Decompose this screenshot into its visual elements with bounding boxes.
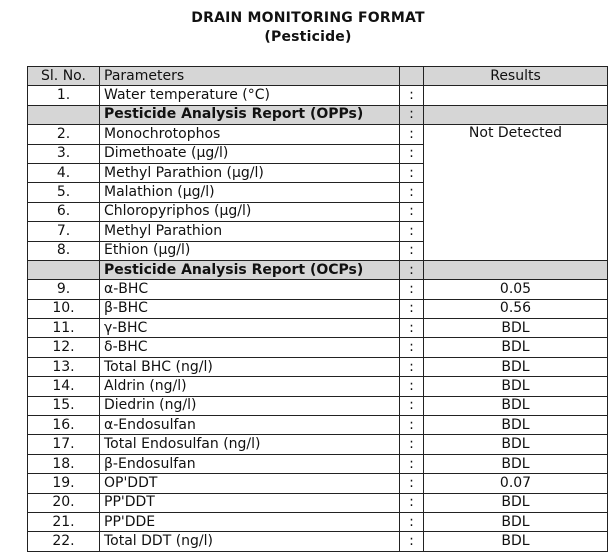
row-parameter: PP'DDE — [100, 512, 400, 531]
row-colon: : — [400, 299, 424, 318]
row-sl-no: 16. — [28, 416, 100, 435]
row-sl-no: 12. — [28, 338, 100, 357]
row-colon: : — [400, 202, 424, 221]
row-sl-no: 9. — [28, 280, 100, 299]
table-row — [28, 377, 608, 396]
row-sl-no: 20. — [28, 493, 100, 512]
row-colon: : — [400, 125, 424, 144]
row-sl-no: 3. — [28, 144, 100, 163]
row-colon: : — [400, 435, 424, 454]
section-result-blank — [424, 105, 608, 124]
row-colon: : — [400, 532, 424, 551]
row-result: 0.07 — [424, 474, 608, 493]
row-sl-no: 4. — [28, 163, 100, 182]
row-result: 0.56 — [424, 299, 608, 318]
row-result: 0.05 — [424, 280, 608, 299]
row-parameter: β-BHC — [100, 299, 400, 318]
table-row — [28, 512, 608, 531]
row-sl-no: 19. — [28, 474, 100, 493]
row-colon: : — [400, 163, 424, 182]
row-parameter: β-Endosulfan — [100, 454, 400, 473]
row-parameter: δ-BHC — [100, 338, 400, 357]
row-result: BDL — [424, 396, 608, 415]
row-result: BDL — [424, 416, 608, 435]
row-parameter: Water temperature (°C) — [100, 86, 400, 105]
row-parameter: Total DDT (ng/l) — [100, 532, 400, 551]
row-parameter: PP'DDT — [100, 493, 400, 512]
table-row — [28, 357, 608, 376]
row-sl-no: 2. — [28, 125, 100, 144]
row-result: BDL — [424, 377, 608, 396]
row-result: BDL — [424, 357, 608, 376]
table-row — [28, 474, 608, 493]
table-row — [28, 396, 608, 415]
table-row — [28, 338, 608, 357]
section-title-ocps: Pesticide Analysis Report (OCPs) — [100, 260, 400, 279]
document-subtitle: (Pesticide) — [264, 29, 352, 45]
table-row — [28, 299, 608, 318]
row-result: BDL — [424, 512, 608, 531]
row-parameter: Diedrin (ng/l) — [100, 396, 400, 415]
row-result: BDL — [424, 454, 608, 473]
row-colon: : — [400, 144, 424, 163]
section-colon: : — [400, 105, 424, 124]
row-result: BDL — [424, 435, 608, 454]
table-row — [28, 532, 608, 551]
row-parameter: α-Endosulfan — [100, 416, 400, 435]
row-sl-no: 11. — [28, 319, 100, 338]
section-header-ocps — [28, 260, 608, 279]
section-sl-blank — [28, 105, 100, 124]
row-sl-no: 15. — [28, 396, 100, 415]
row-colon: : — [400, 512, 424, 531]
table-row — [28, 125, 608, 144]
document-title: DRAIN MONITORING FORMAT — [191, 10, 425, 26]
row-parameter: Methyl Parathion (µg/l) — [100, 163, 400, 182]
table-row — [28, 435, 608, 454]
row-colon: : — [400, 241, 424, 260]
row-sl-no: 22. — [28, 532, 100, 551]
section-header-opps — [28, 105, 608, 124]
row-colon: : — [400, 493, 424, 512]
row-parameter: Malathion (µg/l) — [100, 183, 400, 202]
row-colon: : — [400, 396, 424, 415]
row-parameter: Ethion (µg/l) — [100, 241, 400, 260]
results-table — [27, 66, 608, 552]
header-parameters: Parameters — [100, 67, 400, 86]
row-parameter: Monochrotophos — [100, 125, 400, 144]
row-colon: : — [400, 357, 424, 376]
row-sl-no: 6. — [28, 202, 100, 221]
row-colon: : — [400, 454, 424, 473]
row-colon: : — [400, 377, 424, 396]
row-colon: : — [400, 86, 424, 105]
row-parameter: Methyl Parathion — [100, 222, 400, 241]
row-result: BDL — [424, 532, 608, 551]
row-sl-no: 10. — [28, 299, 100, 318]
table-row — [28, 454, 608, 473]
row-parameter: Total BHC (ng/l) — [100, 357, 400, 376]
row-result: BDL — [424, 493, 608, 512]
row-sl-no: 17. — [28, 435, 100, 454]
section-sl-blank — [28, 260, 100, 279]
header-colon-cell — [400, 67, 424, 86]
row-sl-no: 7. — [28, 222, 100, 241]
table-row — [28, 86, 608, 105]
row-colon: : — [400, 183, 424, 202]
table-row — [28, 493, 608, 512]
table-header-row — [28, 67, 608, 86]
row-result: BDL — [424, 338, 608, 357]
row-colon: : — [400, 338, 424, 357]
row-result: BDL — [424, 319, 608, 338]
row-parameter: Chloropyriphos (µg/l) — [100, 202, 400, 221]
header-results: Results — [424, 67, 608, 86]
row-colon: : — [400, 319, 424, 338]
row-parameter: OP'DDT — [100, 474, 400, 493]
opp-result-merged: Not Detected — [424, 125, 608, 261]
row-colon: : — [400, 474, 424, 493]
row-colon: : — [400, 222, 424, 241]
table-row — [28, 319, 608, 338]
row-sl-no: 8. — [28, 241, 100, 260]
row-sl-no: 18. — [28, 454, 100, 473]
section-result-blank — [424, 260, 608, 279]
row-parameter: α-BHC — [100, 280, 400, 299]
section-colon: : — [400, 260, 424, 279]
row-parameter: γ-BHC — [100, 319, 400, 338]
row-colon: : — [400, 280, 424, 299]
row-colon: : — [400, 416, 424, 435]
row-sl-no: 21. — [28, 512, 100, 531]
row-sl-no: 5. — [28, 183, 100, 202]
row-sl-no: 13. — [28, 357, 100, 376]
header-sl-no: Sl. No. — [28, 67, 100, 86]
row-result — [424, 86, 608, 105]
section-title-opps: Pesticide Analysis Report (OPPs) — [100, 105, 400, 124]
row-parameter: Aldrin (ng/l) — [100, 377, 400, 396]
row-parameter: Dimethoate (µg/l) — [100, 144, 400, 163]
row-sl-no: 1. — [28, 86, 100, 105]
row-sl-no: 14. — [28, 377, 100, 396]
row-parameter: Total Endosulfan (ng/l) — [100, 435, 400, 454]
table-row — [28, 416, 608, 435]
table-row — [28, 280, 608, 299]
